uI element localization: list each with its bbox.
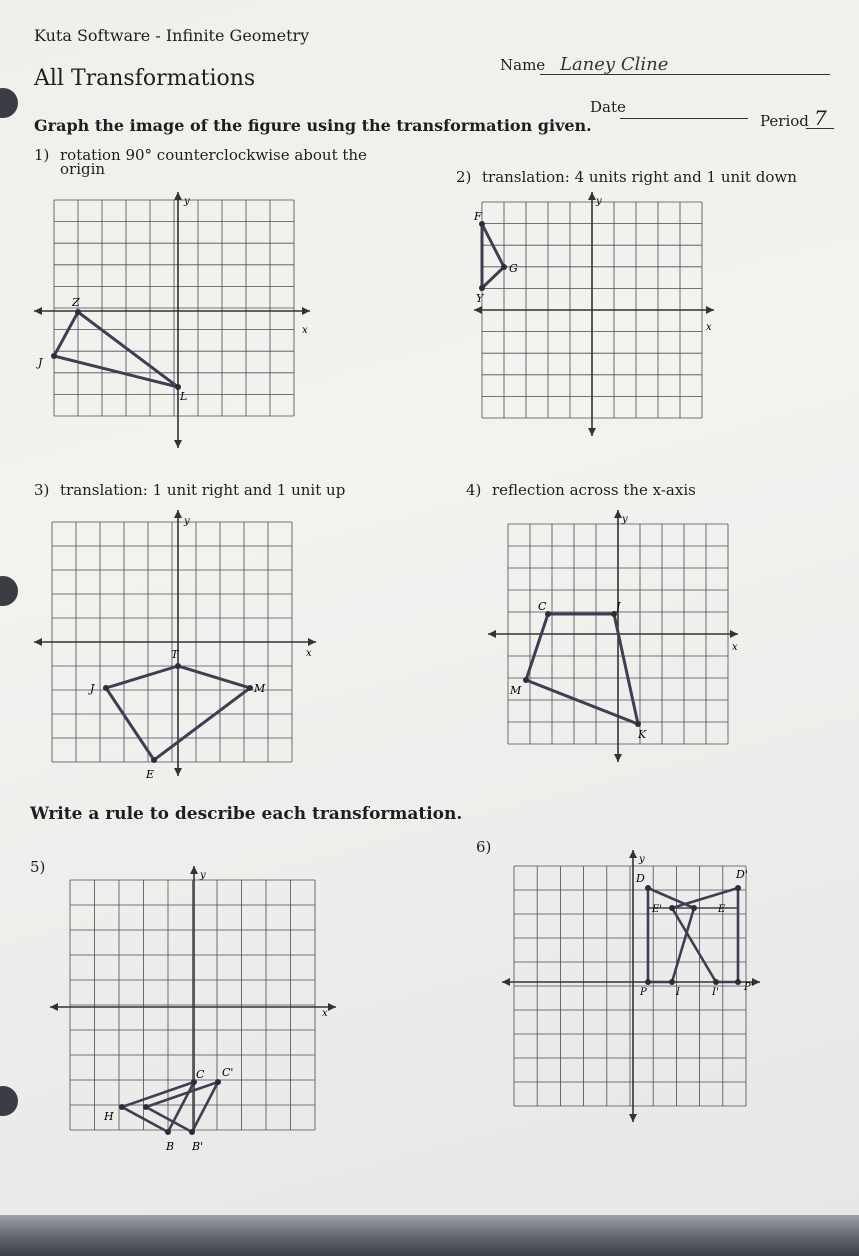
point-label-C-prime: C': [222, 1066, 234, 1079]
point-label-T: T: [171, 648, 179, 661]
graph-5: [44, 862, 340, 1158]
binder-hole: [0, 1086, 18, 1116]
vertex-point: [635, 721, 641, 727]
point-label-J: J: [38, 356, 43, 369]
binder-hole: [0, 576, 18, 606]
vertex-point: [119, 1104, 125, 1110]
vertex-point: [645, 885, 651, 891]
graph-6: [498, 842, 778, 1132]
point-label-L: L: [180, 390, 188, 403]
vertex-point: [151, 757, 157, 763]
point-label-D: D: [636, 872, 645, 885]
vertex-point: [691, 905, 697, 911]
point-label-I: I: [676, 987, 680, 998]
vertex-point: [479, 285, 485, 291]
x-axis-label: x: [706, 322, 712, 333]
point-label-H: H: [104, 1110, 114, 1123]
graph-3: [30, 506, 320, 788]
vertex-point: [175, 663, 181, 669]
y-axis-label: y: [596, 196, 602, 207]
point-label-F: F: [474, 210, 482, 223]
desk-shadow: [0, 1215, 859, 1256]
graph-4: [484, 506, 744, 766]
x-axis-label: x: [322, 1008, 328, 1019]
axis-arrowheads: [488, 510, 738, 762]
period-value: 7: [814, 106, 827, 130]
vertex-point: [735, 885, 741, 891]
point-label-I-prime: I': [712, 987, 719, 998]
vertex-point: [143, 1104, 149, 1110]
point-label-E: E: [146, 768, 155, 781]
point-label-Y: Y: [476, 292, 484, 305]
grid: [70, 880, 315, 1130]
date-label: Date: [590, 98, 626, 116]
vertex-point: [189, 1129, 195, 1135]
problem-4-number: 4): [466, 481, 482, 499]
axis-arrowheads: [34, 192, 310, 448]
point-label-P-prime: P': [744, 982, 754, 993]
y-axis-label: y: [639, 854, 645, 865]
software-title: Kuta Software - Infinite Geometry: [34, 26, 310, 45]
vertex-point: [75, 309, 81, 315]
y-axis-label: y: [184, 516, 190, 527]
vertex-point: [645, 979, 651, 985]
triangle-ZJL: [54, 312, 178, 387]
x-axis-label: x: [302, 325, 308, 336]
axis-arrowheads: [474, 192, 714, 436]
vertex-point: [501, 264, 507, 270]
name-label: Name: [500, 56, 546, 74]
point-label-B: B: [166, 1140, 175, 1153]
grid: [514, 866, 746, 1106]
triangle-CHB: [122, 1082, 194, 1132]
point-label-Z: Z: [72, 296, 80, 309]
problem-6-number: 6): [476, 838, 492, 856]
point-label-J: J: [90, 682, 95, 695]
vertex-point: [669, 905, 675, 911]
vertex-point: [523, 677, 529, 683]
vertex-point: [215, 1079, 221, 1085]
problem-3-number: 3): [34, 481, 50, 499]
problem-2-number: 2): [456, 168, 472, 186]
point-label-M: M: [510, 684, 522, 697]
problem-5-number: 5): [30, 858, 46, 876]
x-axis-label: x: [306, 648, 312, 659]
problem-1-number: 1): [34, 146, 50, 164]
vertex-point: [669, 979, 675, 985]
point-label-E-prime: E': [652, 904, 663, 915]
rule-heading: Write a rule to describe each transformation.: [30, 804, 463, 824]
y-axis-label: y: [200, 870, 206, 881]
worksheet-title: All Transformations: [34, 66, 256, 91]
axis-arrowheads: [50, 866, 336, 1011]
point-label-K: K: [638, 728, 647, 741]
point-label-G: G: [509, 262, 518, 275]
point-label-C: C: [538, 600, 547, 613]
problem-4-text: reflection across the x-axis: [492, 481, 696, 499]
point-label-C: C: [196, 1068, 205, 1081]
triangle-FGY: [482, 224, 504, 288]
vertex-point: [51, 353, 57, 359]
vertex-point: [735, 979, 741, 985]
graph-2: [474, 190, 714, 438]
problem-1-text-line2: origin: [60, 160, 106, 178]
date-line: [620, 118, 748, 119]
vertex-point: [165, 1129, 171, 1135]
x-axis-label: x: [732, 642, 738, 653]
problem-1-text: rotation 90° counterclockwise about the: [60, 146, 367, 164]
period-label: Period: [760, 112, 809, 130]
binder-hole: [0, 88, 18, 118]
y-axis-label: y: [622, 514, 628, 525]
point-label-P: P: [640, 987, 647, 998]
problem-2-text: translation: 4 units right and 1 unit down: [482, 168, 797, 186]
problem-3-text: translation: 1 unit right and 1 unit up: [60, 481, 346, 499]
vertex-point: [247, 685, 253, 691]
quadrilateral-CJKM: [526, 614, 638, 724]
graph-1: [30, 190, 310, 450]
point-label-M: M: [254, 682, 266, 695]
point-label-D-prime: D': [736, 868, 748, 881]
point-label-J: J: [616, 600, 621, 613]
name-value: Laney Cline: [560, 54, 669, 75]
point-label-B-prime: B': [192, 1140, 204, 1153]
y-axis-label: y: [184, 196, 190, 207]
vertex-point: [713, 979, 719, 985]
instruction-text: Graph the image of the figure using the transformation given.: [34, 116, 592, 135]
vertex-point: [103, 685, 109, 691]
point-label-E: E: [718, 904, 726, 915]
